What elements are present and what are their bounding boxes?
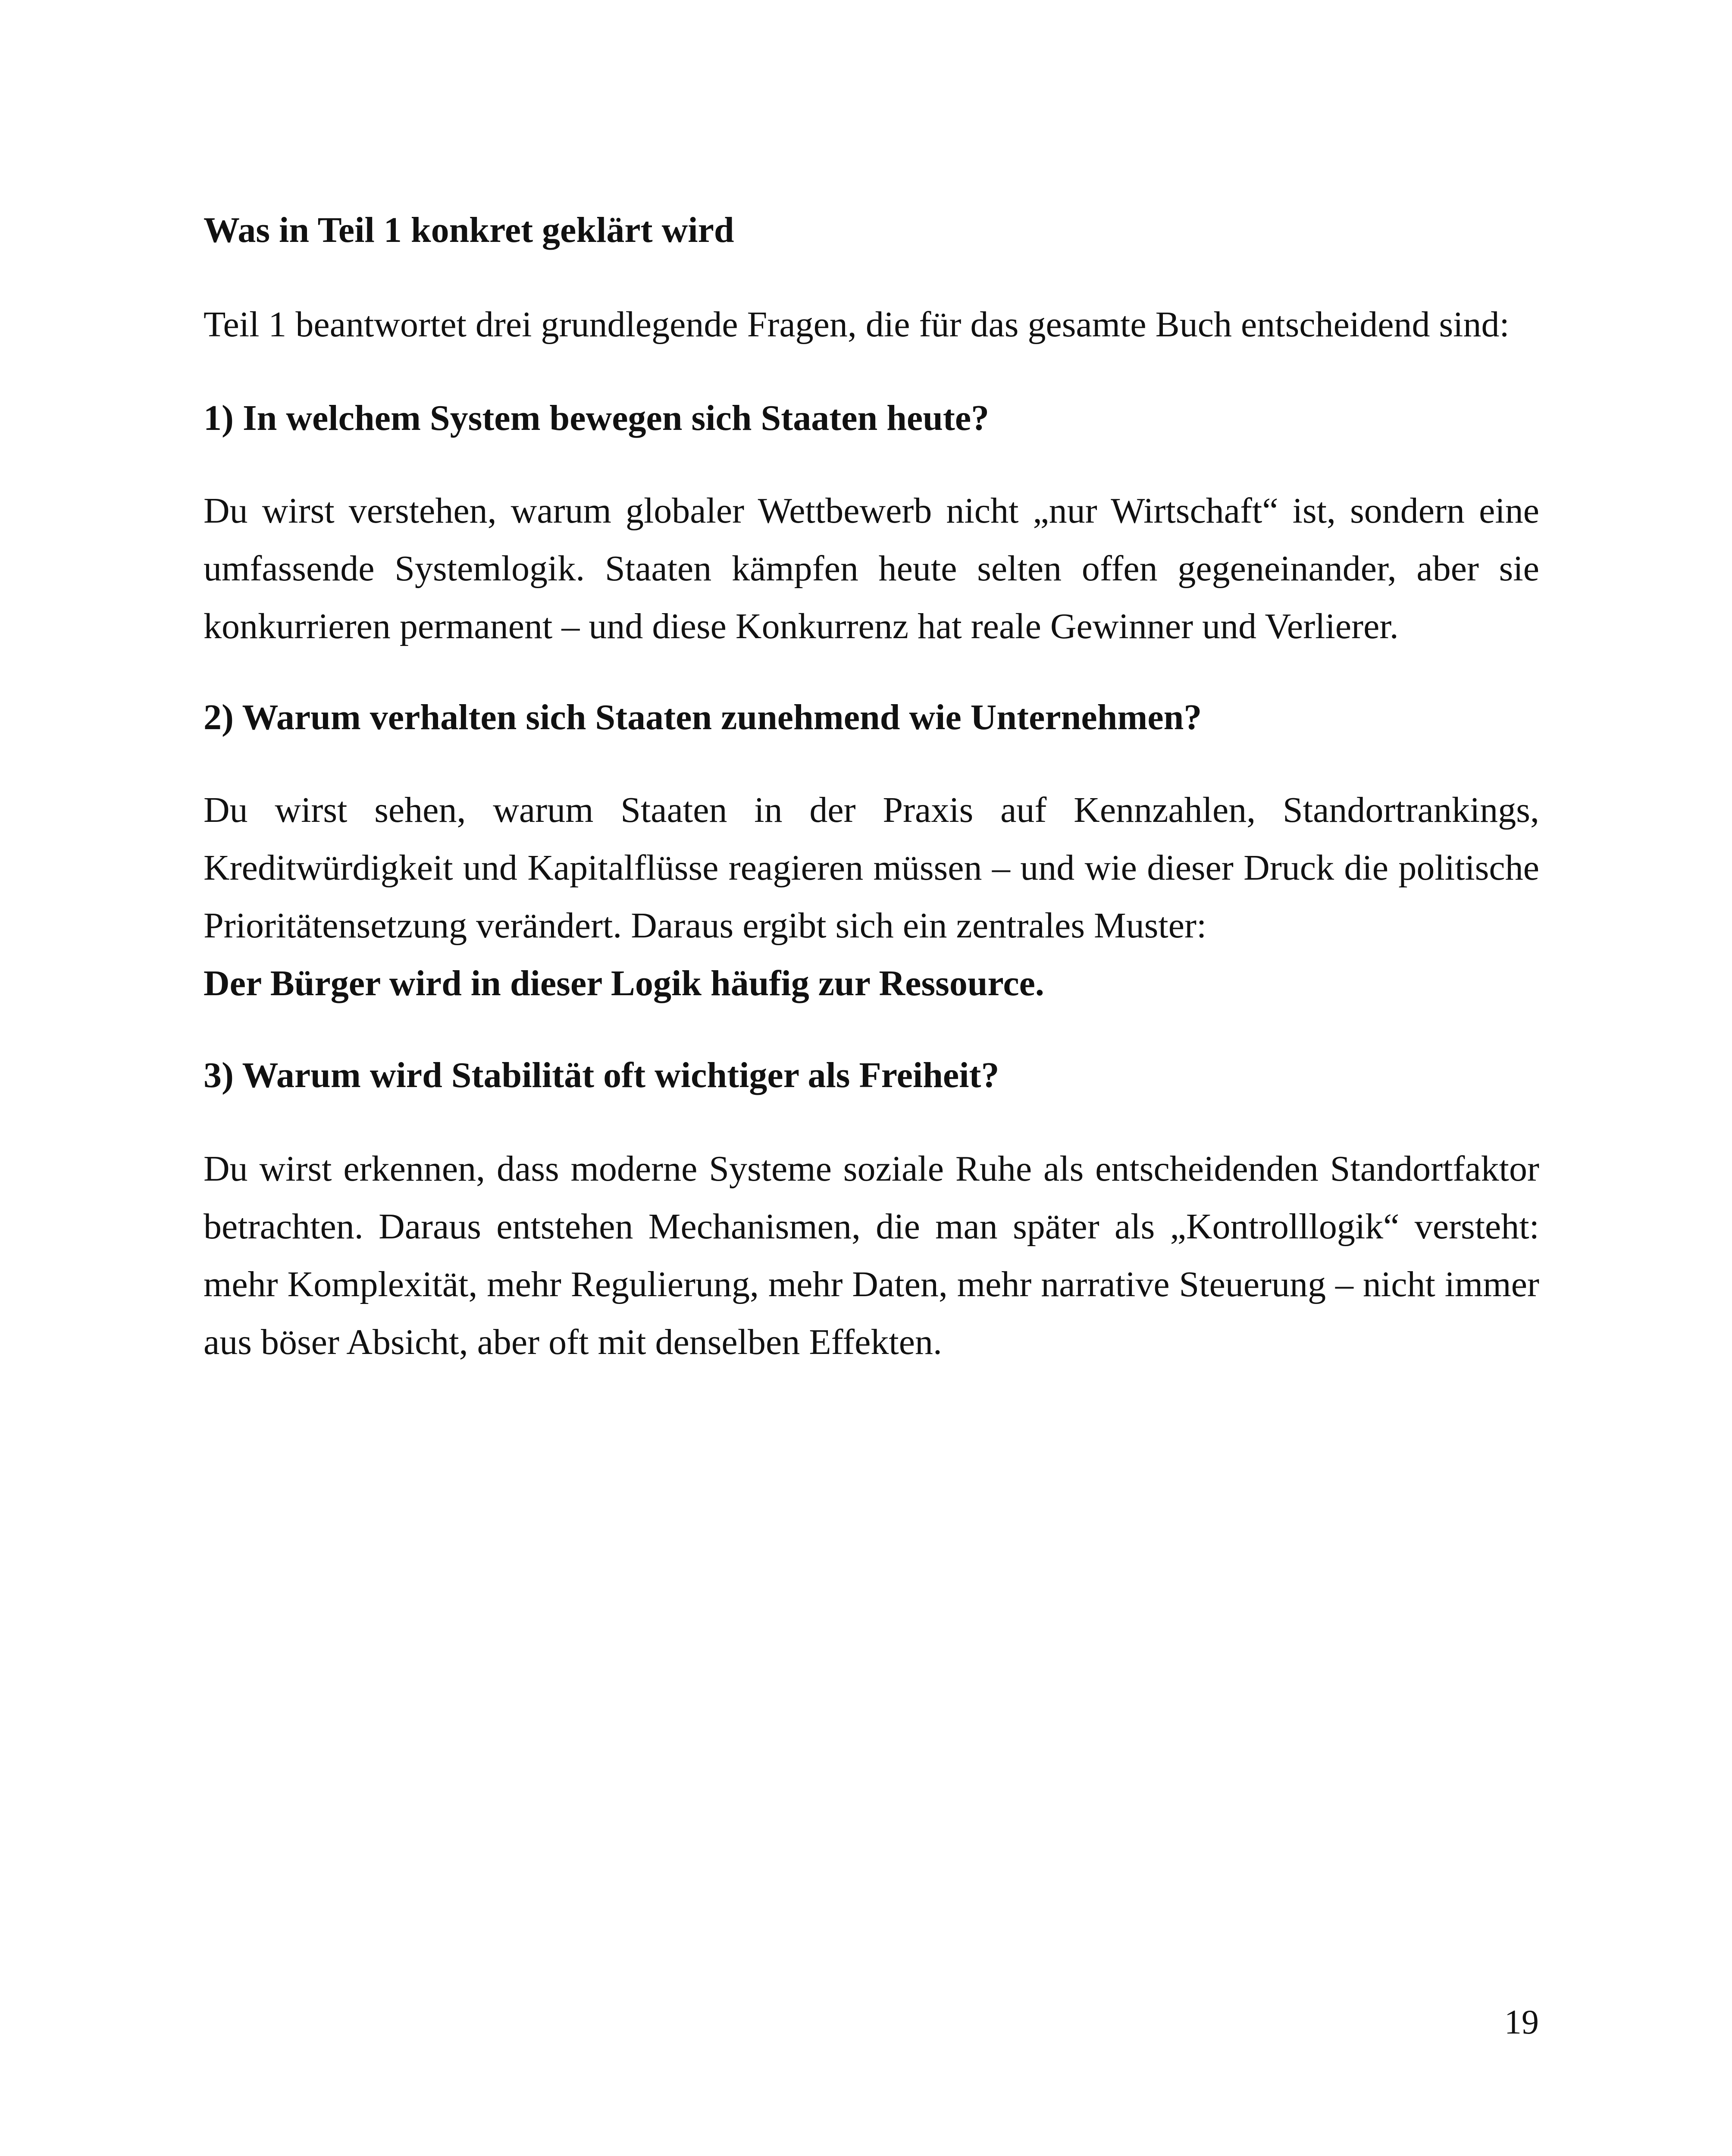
intro-paragraph: Teil 1 beantwortet drei grundlegende Fragen, die für das gesamte Buch entscheidend sind: <box>204 304 1510 345</box>
question-3-heading: 3) Warum wird Stabilität oft wichtiger als Freiheit? <box>204 1055 999 1095</box>
question-2-answer <box>204 781 1539 1012</box>
question-1-heading: 1) In welchem System bewegen sich Staaten heute? <box>204 398 990 438</box>
page-number: 19 <box>1504 2003 1539 2041</box>
question-2-paragraph: Du wirst sehen, warum Staaten in der Praxis auf Kennzahlen, Standortrankings, Kreditwürdigkeit und Kapitalflüsse reagieren müssen – und wie dieser Druck die politische Prioritätensetzung verändert. Daraus ergibt sich ein zentrales Muster: <box>204 790 1539 946</box>
question-2-heading: 2) Warum verhalten sich Staaten zunehmend wie Unternehmen? <box>204 697 1202 737</box>
question-3-paragraph: Du wirst erkennen, dass moderne Systeme soziale Ruhe als entscheidenden Standortfaktor betrachten. Daraus entstehen Mechanismen, die man später als „Kontrolllogik“ versteht: mehr Komplexität, mehr Regulierung, mehr Daten, mehr narrative Steuerung – nicht immer aus böser Absicht, aber oft mit denselben Effekten. <box>204 1149 1539 1362</box>
page-content <box>204 202 1539 1371</box>
section-heading: Was in Teil 1 konkret geklärt wird <box>204 210 734 250</box>
question-1-paragraph: Du wirst verstehen, warum globaler Wettbewerb nicht „nur Wirtschaft“ ist, sondern eine umfassende Systemlogik. Staaten kämpfen heute selten offen gegeneinander, aber sie konkurrieren permanent – und diese Konkurrenz hat reale Gewinner und Verlierer. <box>204 491 1539 646</box>
question-2-emphasis: Der Bürger wird in dieser Logik häufig zur Ressource. <box>204 963 1044 1003</box>
